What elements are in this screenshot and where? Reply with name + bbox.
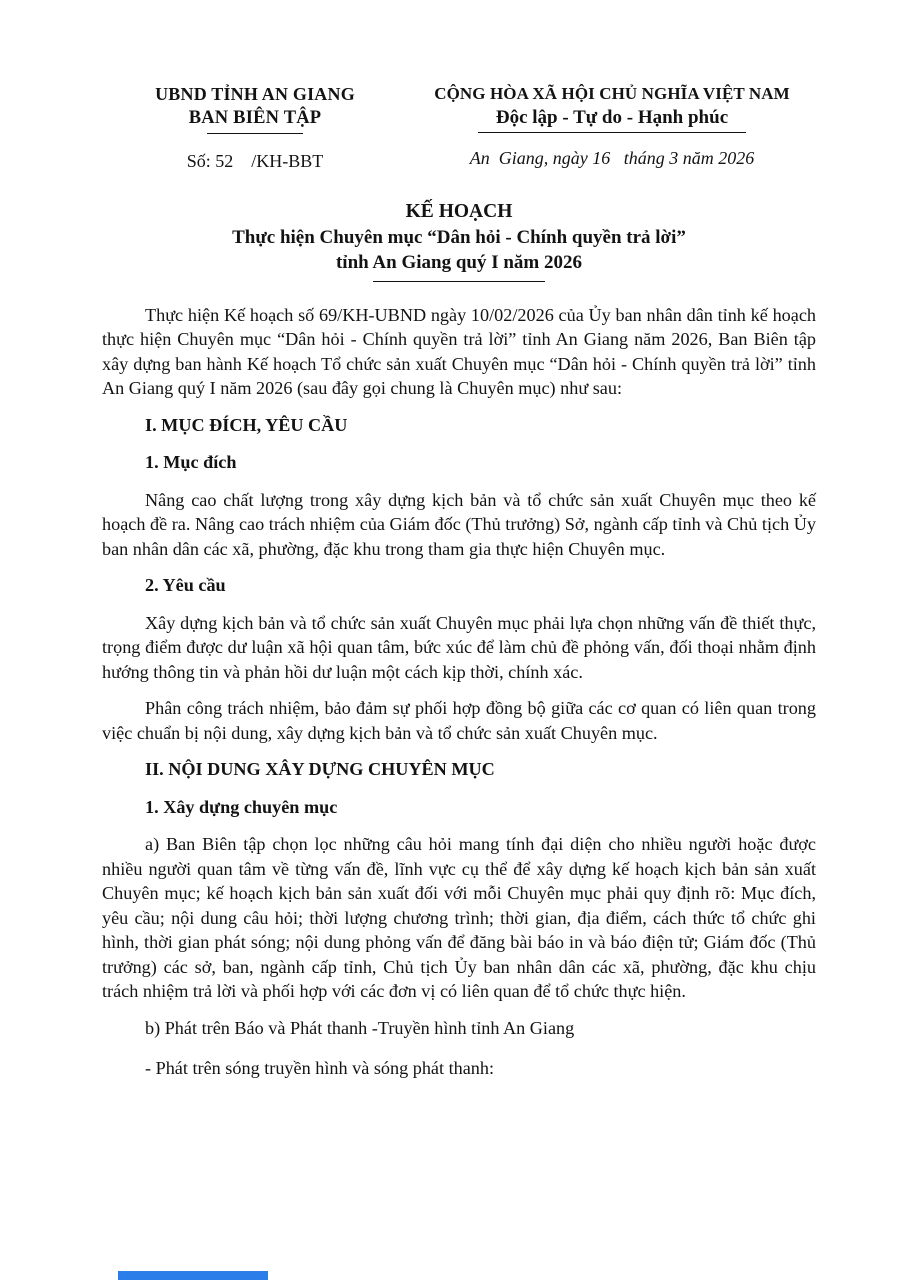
issuing-agency-block [102, 84, 408, 172]
national-motto: Độc lập - Tự do - Hạnh phúc [495, 107, 729, 128]
motto-underline [478, 132, 746, 133]
document-subtitle-line1: Thực hiện Chuyên mục “Dân hỏi - Chính quyền trả lời” [232, 226, 686, 248]
section-1-2-paragraph-1: Xây dựng kịch bản và tổ chức sản xuất Chuyên mục phải lựa chọn những vấn đề thiết thực, trọng điểm được dư luận xã hội quan tâm, bức xúc để làm chủ đề phỏng vấn, đối thoại nhằm định hướng thông tin và phản hồi dư luận một cách kịp thời, chính xác. [102, 612, 816, 682]
document-title-block [102, 199, 816, 282]
section-2-1-paragraph-dash: - Phát trên sóng truyền hình và sóng phát thanh: [145, 1058, 495, 1078]
section-2-heading: II. NỘI DUNG XÂY DỰNG CHUYÊN MỤC [145, 759, 495, 779]
section-1-1-paragraph: Nâng cao chất lượng trong xây dựng kịch bản và tổ chức sản xuất Chuyên mục theo kế hoạch đề ra. Nâng cao trách nhiệm của Giám đốc (Thủ trưởng) Sở, ngành cấp tỉnh và Chủ tịch Ủy ban nhân dân các xã, phường, đặc khu trong tham gia thực hiện Chuyên mục. [102, 489, 816, 559]
bottom-blue-bar [118, 1271, 268, 1280]
agency-name: BAN BIÊN TẬP [188, 108, 322, 128]
section-2-1-heading: 1. Xây dựng chuyên mục [145, 796, 338, 817]
document-header [102, 84, 816, 172]
document-body [102, 303, 816, 1081]
section-1-2-paragraph-2: Phân công trách nhiệm, bảo đảm sự phối hợp đồng bộ giữa các cơ quan có liên quan trong việc chuẩn bị nội dung, xây dựng kịch bản và tổ chức sản xuất Chuyên mục. [102, 698, 816, 743]
section-2-1-paragraph-a: a) Ban Biên tập chọn lọc những câu hỏi mang tính đại diện cho nhiều người hoặc được nhiều người quan tâm về từng vấn đề, lĩnh vực cụ thể để xây dựng kế hoạch kịch bản sản xuất Chuyên mục; kế hoạch kịch bản sản xuất đối với mỗi Chuyên mục phải quy định rõ: Mục đích, yêu cầu; nội dung câu hỏi; thời lượng chương trình; thời gian, địa điểm, cách thức tổ chức ghi hình, thời gian phát sóng; nội dung phỏng vấn để đăng bài báo in và báo điện tử; Giám đốc (Thủ trưởng) các sở, ban, ngành cấp tỉnh, Chủ tịch Ủy ban nhân dân các xã, phường, đặc khu chịu trách nhiệm trả lời và phối hợp với các đơn vị có liên quan để tổ chức thực hiện. [102, 834, 816, 1001]
national-title: CỘNG HÒA XÃ HỘI CHỦ NGHĨA VIỆT NAM [434, 84, 790, 103]
document-number: Số: 52 /KH-BBT [186, 151, 324, 171]
document-subtitle-line2: tỉnh An Giang quý I năm 2026 [335, 252, 583, 273]
title-underline [373, 281, 545, 282]
section-1-1-heading: 1. Mục đích [145, 452, 237, 472]
parent-agency-name: UBND TỈNH AN GIANG [155, 84, 355, 104]
national-header-block [408, 84, 816, 172]
section-2-1-paragraph-b: b) Phát trên Báo và Phát thanh -Truyền hình tỉnh An Giang [145, 1017, 575, 1038]
agency-underline [207, 133, 303, 134]
document-type: KẾ HOẠCH [405, 201, 513, 222]
section-1-heading: I. MỤC ĐÍCH, YÊU CẦU [145, 414, 348, 435]
place-and-date: An Giang, ngày 16 tháng 3 năm 2026 [469, 148, 755, 168]
intro-paragraph: Thực hiện Kế hoạch số 69/KH-UBND ngày 10/02/2026 của Ủy ban nhân dân tỉnh kế hoạch thực hiện Chuyên mục “Dân hỏi - Chính quyền trả lời” tỉnh An Giang năm 2026, Ban Biên tập xây dựng ban hành Kế hoạch Tổ chức sản xuất Chuyên mục “Dân hỏi - Chính quyền trả lời” tỉnh An Giang quý I năm 2026 (sau đây gọi chung là Chuyên mục) như sau: [102, 304, 816, 398]
section-1-2-heading: 2. Yêu cầu [145, 575, 226, 595]
